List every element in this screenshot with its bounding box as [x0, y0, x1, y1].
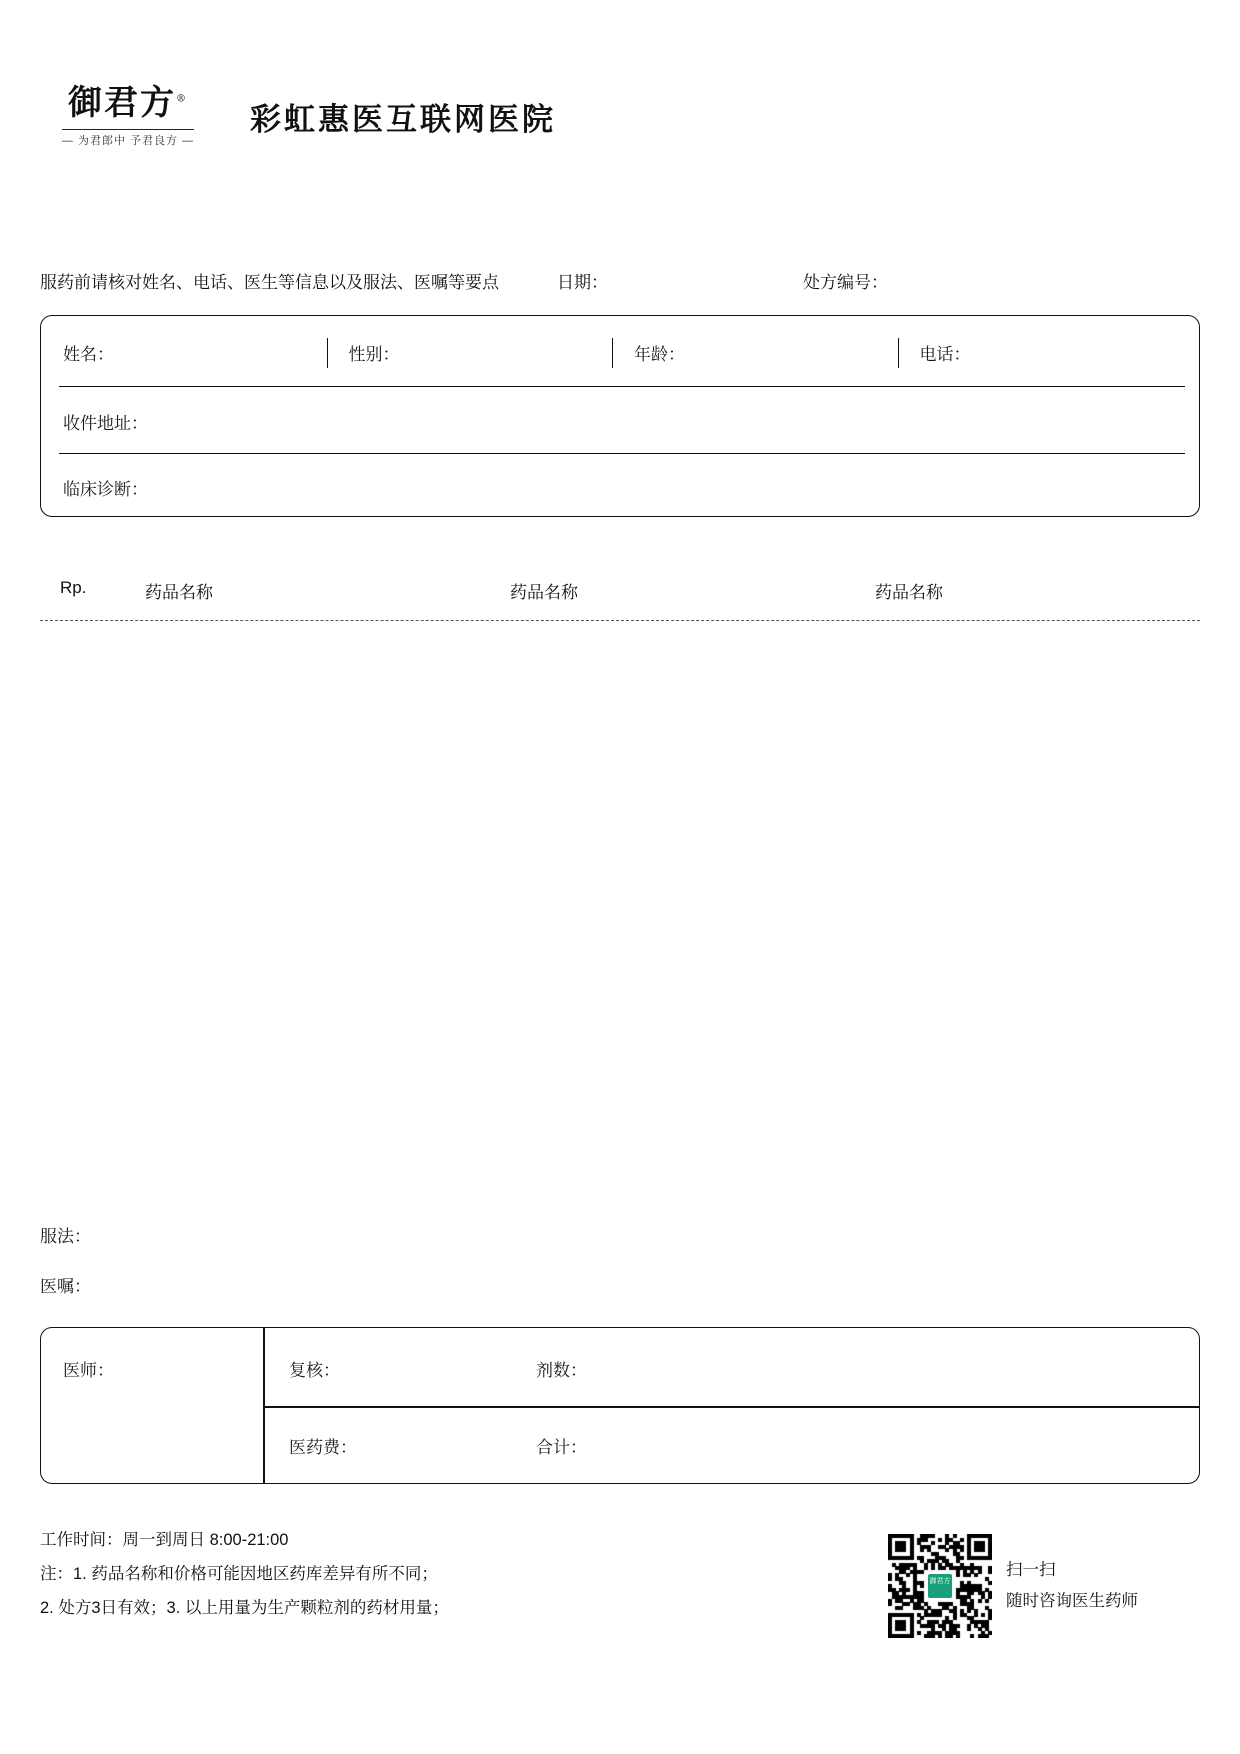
advice-label: 医嘱：	[40, 1277, 91, 1296]
cell-divider	[612, 338, 613, 368]
total-label: 合计：	[536, 1438, 587, 1457]
notice-text: 服药前请核对姓名、电话、医生等信息以及服法、医嘱等要点	[40, 273, 499, 292]
patient-age-label: 年龄：	[634, 344, 685, 364]
document-header	[58, 83, 556, 147]
drug-name-column-2: 药品名称	[510, 583, 578, 602]
qr-caption	[1006, 1555, 1138, 1616]
patient-gender-label: 性别：	[348, 344, 400, 364]
date-label: 日期：	[557, 273, 608, 292]
registered-trademark-icon: ®	[176, 93, 188, 105]
rp-label: Rp.	[60, 578, 87, 597]
cell-divider	[898, 338, 899, 368]
prescription-no-label: 处方编号：	[803, 273, 888, 292]
clinical-diagnosis-field[interactable]	[41, 454, 1199, 520]
patient-phone-field[interactable]	[898, 316, 1199, 388]
logo-tagline: — 为君郎中 予君良方 —	[61, 135, 195, 147]
patient-address-label: 收件地址：	[63, 413, 148, 433]
qr-logo-badge: 御君方	[926, 1572, 954, 1600]
patient-address-field[interactable]	[41, 388, 1199, 454]
recheck-label: 复核：	[289, 1361, 340, 1380]
qr-caption-line-2: 随时咨询医生药师	[1006, 1592, 1138, 1610]
rp-dashed-divider	[40, 620, 1200, 621]
clinical-diagnosis-label: 临床诊断：	[63, 479, 148, 499]
note-line-1: 注：1. 药品名称和价格可能因地区药库差异有所不同；	[40, 1564, 438, 1583]
usage-label: 服法：	[40, 1227, 91, 1246]
patient-name-label: 姓名：	[63, 344, 114, 364]
patient-age-field[interactable]	[612, 316, 898, 388]
patient-phone-label: 电话：	[919, 344, 971, 364]
drug-name-column-3: 药品名称	[875, 583, 943, 602]
logo-main-text: 御君方	[68, 83, 176, 123]
doses-label: 剂数：	[536, 1361, 587, 1380]
footer-notes	[40, 1524, 449, 1625]
box-horizontal-divider	[263, 1406, 1199, 1408]
drug-name-column-1: 药品名称	[145, 583, 213, 602]
patient-gender-field[interactable]	[327, 316, 613, 388]
qr-caption-line-1: 扫一扫	[1006, 1561, 1056, 1580]
patient-info-box	[40, 315, 1200, 517]
note-line-2: 2. 处方3日有效；3. 以上用量为生产颗粒剂的药材用量；	[40, 1598, 449, 1617]
hospital-name: 彩虹惠医互联网医院	[250, 102, 556, 138]
logo-wordmark	[68, 83, 188, 123]
doctor-label: 医师：	[63, 1361, 114, 1380]
working-hours-note: 工作时间：周一到周日 8:00-21:00	[40, 1531, 289, 1549]
cell-divider	[327, 338, 328, 368]
patient-row-identity	[41, 316, 1199, 388]
logo-divider	[62, 129, 194, 130]
brand-logo	[58, 83, 198, 147]
patient-name-field[interactable]	[41, 316, 327, 388]
signature-box	[40, 1327, 1200, 1484]
qr-block	[888, 1534, 1138, 1638]
medicine-fee-label: 医药费：	[289, 1438, 357, 1457]
qr-code[interactable]	[888, 1534, 992, 1638]
notice-row	[40, 268, 1200, 293]
